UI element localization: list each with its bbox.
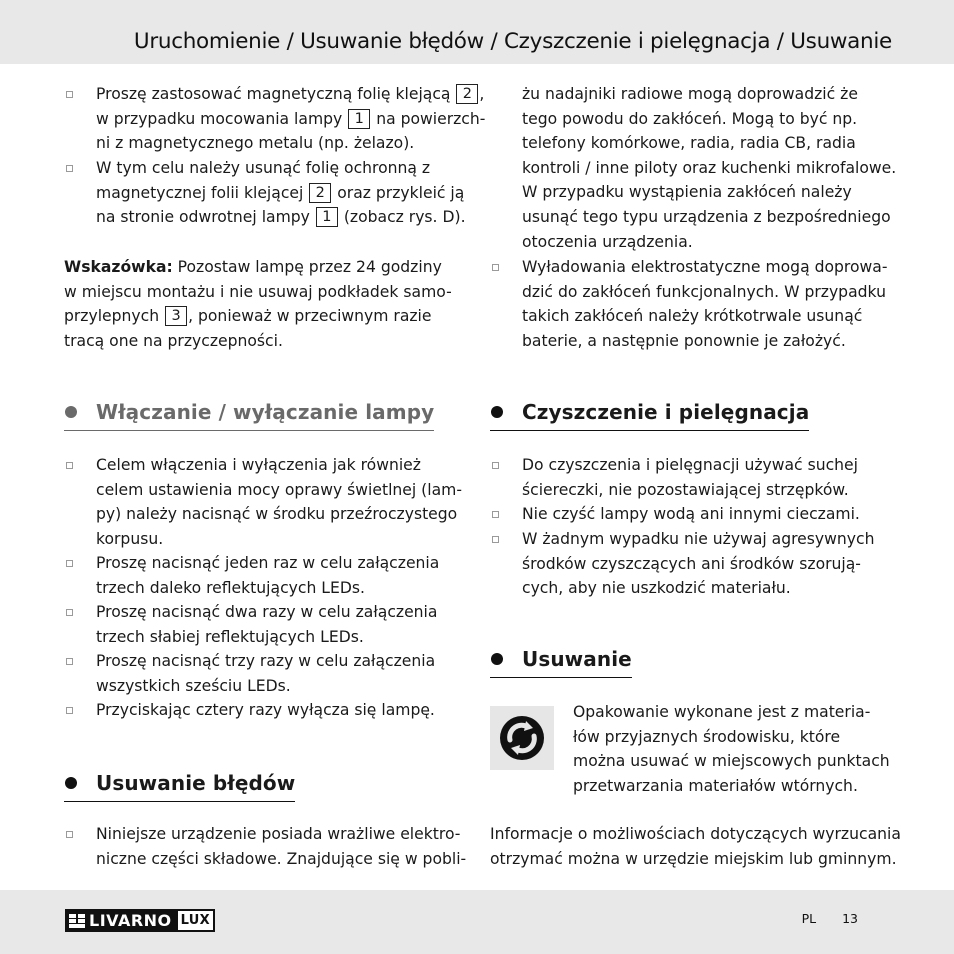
reference-number-box: 1: [316, 207, 338, 227]
packaging-paragraph: [573, 700, 893, 798]
text-line: Niniejsze urządzenie posiada wrażliwe elektro-: [96, 825, 461, 843]
list-item: [64, 822, 466, 871]
list-item: [64, 453, 466, 551]
text-line: Wskazówka: Pozostaw lampę przez 24 godziny: [64, 258, 442, 276]
bullet-square-icon: [492, 536, 499, 543]
text-line: łów przyjaznych środowisku, które: [573, 727, 841, 746]
text-line: Opakowanie wykonane jest z materia-: [573, 703, 871, 721]
text-line: W tym celu należy usunąć folię ochronną z: [96, 159, 431, 177]
list-item: [490, 502, 892, 527]
logo-lamp-icon: [69, 914, 85, 928]
reference-number-box: 2: [456, 84, 478, 104]
text-line: w miejscu montażu i nie usuwaj podkładek samo-: [64, 282, 452, 301]
list-item: [490, 527, 892, 601]
brand-logo: [65, 909, 215, 932]
reference-number-box: 3: [165, 306, 187, 326]
text-line: Do czyszczenia i pielęgnacji używać suchej: [522, 456, 858, 474]
text-line: przylepnych 3 , ponieważ w przeciwnym razie: [64, 307, 432, 326]
reference-number-box: 1: [348, 109, 370, 129]
bullet-square-icon: [66, 560, 73, 567]
logo-main: [65, 909, 176, 932]
section-heading-text: Czyszczenie i pielęgnacja: [522, 400, 810, 424]
text-line: celem ustawienia mocy oprawy świetlnej (lam-: [96, 480, 462, 499]
text-line: ni z magnetycznego metalu (np. żelazo).: [96, 134, 415, 153]
text-line: baterie, a następnie ponownie je założyć.: [522, 331, 846, 350]
text-line: tracą one na przyczepności.: [64, 331, 283, 350]
text-line: Przyciskając cztery razy wyłącza się lampę.: [96, 701, 435, 719]
page-title: Uruchomienie / Usuwanie błędów / Czyszczenie i pielęgnacja / Usuwanie: [133, 29, 892, 54]
text-line: można usuwać w miejscowych punktach: [573, 752, 890, 771]
text-line: środków czyszczących ani środków szorują-: [522, 554, 861, 573]
page-number: 13: [842, 911, 858, 926]
heading-dot-icon: [65, 777, 77, 789]
text-line: W żadnym wypadku nie używaj agresywnych: [522, 530, 875, 548]
text-line: ściereczki, nie pozostawiającej strzępków.: [522, 480, 849, 499]
language-code: PL: [801, 911, 817, 926]
bullet-square-icon: [492, 511, 499, 518]
disposal-info-paragraph: [490, 822, 900, 871]
list-item: [490, 453, 892, 502]
bullet-square-icon: [66, 831, 73, 838]
text-line: Proszę nacisnąć jeden raz w celu załączenia: [96, 554, 440, 572]
text-line: Proszę nacisnąć trzy razy w celu załączenia: [96, 652, 436, 670]
text-line: niczne części składowe. Znajdujące się w pobli-: [96, 849, 467, 868]
continuation-paragraph: [522, 82, 897, 254]
text-line: żu nadajniki radiowe mogą doprowadzić że: [522, 85, 858, 103]
list-item: [64, 698, 466, 723]
text-line: Celem włączenia i wyłączenia jak również: [96, 456, 421, 474]
bullet-square-icon: [66, 609, 73, 616]
logo-suffix: LUX: [176, 909, 215, 932]
bullet-square-icon: [66, 658, 73, 665]
list-item: [64, 600, 466, 649]
text-line: Informacje o możliwościach dotyczących wyrzucania: [490, 825, 901, 843]
bullet-square-icon: [66, 91, 73, 98]
list-item: [64, 551, 466, 600]
text-line: trzech daleko reflektujących LEDs.: [96, 578, 365, 597]
section-heading-text: Włączanie / wyłączanie lampy: [96, 400, 435, 424]
note-paragraph: [64, 255, 464, 353]
heading-dot-icon: [491, 653, 503, 665]
text-line: trzech słabiej reflektujących LEDs.: [96, 627, 364, 646]
text-line: usunąć tego typu urządzenia z bezpośredniego: [522, 207, 891, 226]
page-header-band: [0, 0, 954, 64]
text-line: otrzymać można w urzędzie miejskim lub gminnym.: [490, 849, 897, 868]
text-line: takich zakłóceń należy krótkotrwale usunąć: [522, 307, 863, 326]
page-info: [802, 911, 858, 926]
section-heading-disposal: [490, 647, 632, 678]
section-heading-text: Usuwanie: [522, 647, 632, 671]
text-line: na stronie odwrotnej lampy 1 (zobacz rys. D).: [96, 208, 466, 227]
text-line: Nie czyść lampy wodą ani innymi cieczami.: [522, 505, 860, 523]
green-dot-recycling-icon: [490, 706, 554, 770]
text-line: korpusu.: [96, 529, 164, 548]
text-line: py) należy nacisnąć w środku przeźroczystego: [96, 505, 458, 524]
section-heading-switch: [64, 400, 434, 431]
section-heading-text: Usuwanie błędów: [96, 771, 296, 795]
list-item: [64, 156, 466, 230]
list-item: [64, 649, 466, 698]
text-line: magnetycznej folii klejącej 2 oraz przykleić ją: [96, 183, 465, 202]
text-line: dzić do zakłóceń funkcjonalnych. W przypadku: [522, 282, 886, 301]
logo-text: LIVARNO: [89, 911, 172, 930]
text-line: Proszę nacisnąć dwa razy w celu załączenia: [96, 603, 438, 621]
text-line: W przypadku wystąpienia zakłóceń należy: [522, 183, 852, 202]
bullet-square-icon: [66, 462, 73, 469]
bullet-square-icon: [66, 165, 73, 172]
text-line: w przypadku mocowania lampy 1 na powierzch-: [96, 109, 486, 128]
note-label: Wskazówka:: [64, 258, 173, 276]
section-heading-cleaning: [490, 400, 809, 431]
list-item: [64, 82, 486, 156]
text-line: przetwarzania materiałów wtórnych.: [573, 776, 858, 795]
heading-dot-icon: [65, 406, 77, 418]
heading-dot-icon: [491, 406, 503, 418]
text-line: Wyładowania elektrostatyczne mogą doprowa-: [522, 258, 888, 276]
bullet-square-icon: [492, 462, 499, 469]
bullet-square-icon: [492, 264, 499, 271]
text-line: cych, aby nie uszkodzić materiału.: [522, 579, 791, 598]
list-item: [490, 255, 892, 353]
bullet-square-icon: [66, 707, 73, 714]
text-line: otoczenia urządzenia.: [522, 232, 693, 251]
section-heading-errors: [64, 771, 295, 802]
text-line: telefony komórkowe, radia, radia CB, radia: [522, 134, 856, 153]
text-line: tego powodu do zakłóceń. Mogą to być np.: [522, 109, 858, 128]
text-line: kontroli / inne piloty oraz kuchenki mikrofalowe.: [522, 158, 897, 177]
reference-number-box: 2: [309, 183, 331, 203]
text-line: Proszę zastosować magnetyczną folię klejącą 2 ,: [96, 85, 485, 103]
text-line: wszystkich sześciu LEDs.: [96, 676, 291, 695]
